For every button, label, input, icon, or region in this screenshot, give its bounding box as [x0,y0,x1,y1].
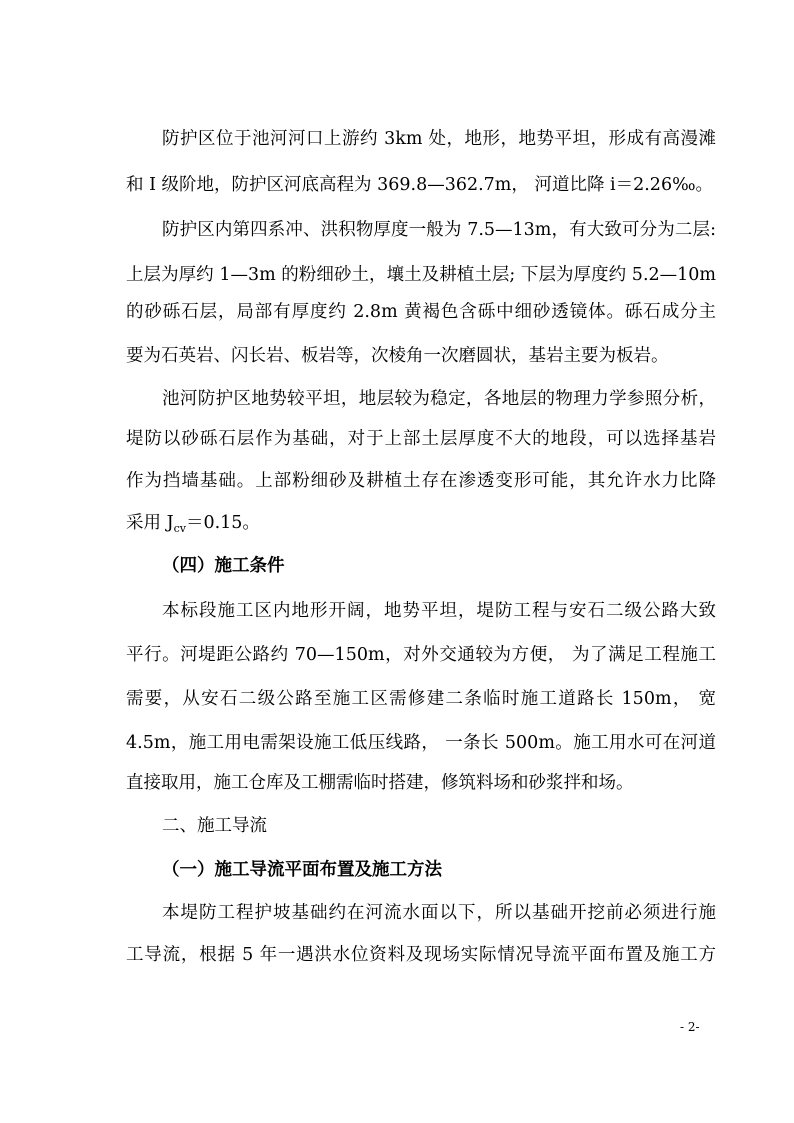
heading-construction-conditions: （四）施工条件 [162,556,285,576]
paragraph-strata-line-1: 防护区内第四系冲、洪积物厚度一般为 7.5—13m，有大致可分为二层: [162,220,716,240]
page-number: - 2- [680,1020,700,1034]
jcv-subscript: cv [173,522,186,535]
heading-diversion-layout: （一）施工导流平面布置及施工方法 [162,860,442,880]
paragraph-strata-line-3: 的砂砾石层，局部有厚度约 2.8m 黄褐色含砾中细砂透镜体。砾石成分主 [126,302,716,322]
paragraph-conditions-line-3: 需要，从安石二级公路至施工区需修建二条临时施工道路长 150m， 宽 [126,689,716,709]
jcv-prefix: 采用 J [126,513,174,533]
paragraph-diversion-line-2: 工导流，根据 5 年一遇洪水位资料及现场实际情况导流平面布置及施工方 [126,945,716,965]
paragraph-location-line-2: 和 Ⅰ 级阶地，防护区河底高程为 369.8—362.7m， 河道比降 i＝2.26‰。 [126,175,714,195]
jcv-suffix: ＝0.15。 [185,513,260,533]
paragraph-foundation-line-3: 作为挡墙基础。上部粉细砂及耕植土存在渗透变形可能，其允许水力比降 [126,471,716,491]
paragraph-foundation-line-2: 堤防以砂砾石层作为基础，对于上部土层厚度不大的地段，可以选择基岩 [126,429,716,449]
paragraph-strata-line-2: 上层为厚约 1—3m 的粉细砂土，壤土及耕植土层; 下层为厚度约 5.2—10m [126,265,716,285]
paragraph-conditions-line-4: 4.5m，施工用电需架设施工低压线路， 一条长 500m。施工用水可在河道 [126,733,716,753]
paragraph-diversion-line-1: 本堤防工程护坡基础约在河流水面以下，所以基础开挖前必须进行施 [162,903,716,923]
paragraph-location-line-1: 防护区位于池河河口上游约 3km 处，地形，地势平坦，形成有高漫滩 [162,129,716,149]
paragraph-strata-line-4: 要为石英岩、闪长岩、板岩等，次棱角一次磨圆状，基岩主要为板岩。 [126,346,669,366]
paragraph-foundation-line-4 [126,512,716,534]
paragraph-foundation-line-1: 池河防护区地势较平坦，地层较为稳定，各地层的物理力学参照分析， [162,389,716,409]
paragraph-conditions-line-5: 直接取用，施工仓库及工棚需临时搭建，修筑料场和砂浆拌和场。 [126,773,634,793]
paragraph-conditions-line-2: 平行。河堤距公路约 70—150m，对外交通较为方便， 为了满足工程施工 [126,645,716,665]
heading-construction-diversion: 二、施工导流 [162,816,267,836]
paragraph-conditions-line-1: 本标段施工区内地形开阔，地势平坦，堤防工程与安石二级公路大致 [162,601,716,621]
